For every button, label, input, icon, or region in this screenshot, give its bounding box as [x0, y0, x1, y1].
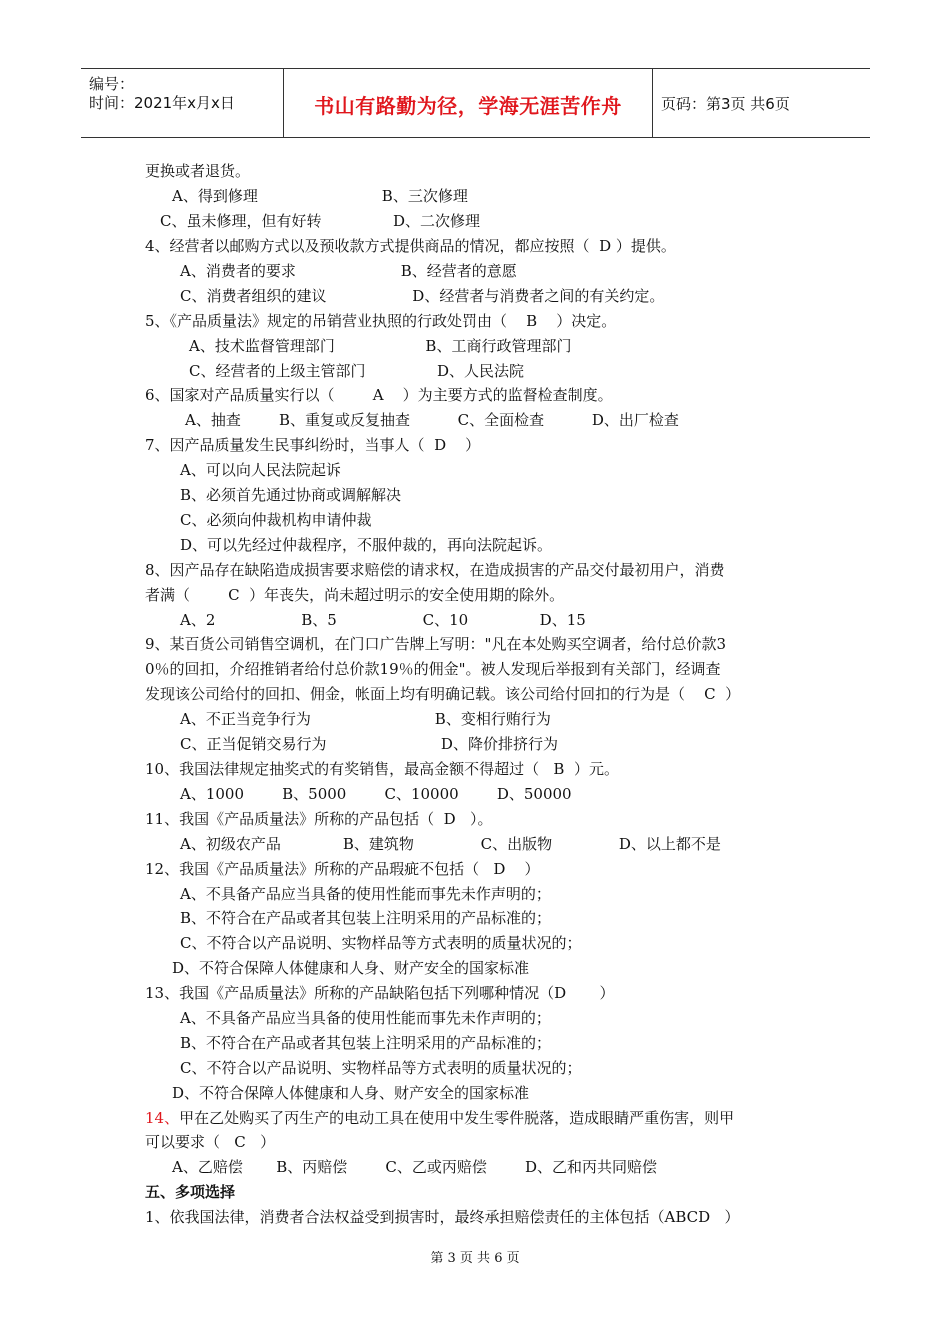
- question-10: 10、我国法律规定抽奖式的有奖销售，最高金额不得超过（ B ）元。: [145, 760, 619, 778]
- question-14-number: 14、: [145, 1109, 180, 1127]
- question-8: 8、因产品存在缺陷造成损害要求赔偿的请求权，在造成损害的产品交付最初用户，消费: [145, 561, 725, 579]
- option-line: A、不具备产品应当具备的使用性能而事先未作声明的；: [180, 1009, 551, 1027]
- option-line: A、初级农产品 B、建筑物 C、出版物 D、以上都不是: [180, 835, 721, 853]
- header-motto: 书山有路勤为径，学海无涯苦作舟: [314, 94, 622, 118]
- option-line: A、乙赔偿 B、丙赔偿 C、乙或丙赔偿 D、乙和丙共同赔偿: [172, 1158, 658, 1176]
- option-line: A、不正当竞争行为 B、变相行贿行为: [180, 710, 551, 728]
- question-9-cont: 发现该公司给付的回扣、佣金，帐面上均有明确记载。该公司给付回扣的行为是（ C ）: [145, 685, 741, 703]
- question-13: 13、我国《产品质量法》所称的产品缺陷包括下列哪种情况（D ）: [145, 984, 615, 1002]
- page-header: [81, 68, 870, 138]
- option-line: C、不符合以产品说明、实物样品等方式表明的质量状况的；: [180, 1059, 582, 1077]
- option-line: C、虽未修理，但有好转 D、二次修理: [160, 212, 481, 230]
- multi-question-1: 1、依我国法律，消费者合法权益受到损害时，最终承担赔偿责任的主体包括（ABCD ）: [145, 1208, 740, 1226]
- question-14: [145, 1108, 734, 1128]
- option-line: D、不符合保障人体健康和人身、财产安全的国家标准: [172, 1084, 530, 1102]
- option-line: D、不符合保障人体健康和人身、财产安全的国家标准: [172, 959, 530, 977]
- question-5: 5、《产品质量法》规定的吊销营业执照的行政处罚由（ B ）决定。: [145, 312, 617, 330]
- header-meta: [81, 69, 284, 137]
- option-line: C、消费者组织的建议 D、经营者与消费者之间的有关约定。: [180, 287, 665, 305]
- question-12: 12、我国《产品质量法》所称的产品瑕疵不包括（ D ）: [145, 860, 540, 878]
- question-14-cont: 可以要求（ C ）: [145, 1133, 276, 1151]
- question-9: 9、某百货公司销售空调机，在门口广告牌上写明："凡在本处购买空调者，给付总价款3: [145, 635, 726, 653]
- option-line: C、不符合以产品说明、实物样品等方式表明的质量状况的；: [180, 934, 582, 952]
- option-line: C、经营者的上级主管部门 D、人民法院: [189, 362, 525, 380]
- option-line: A、技术监督管理部门 B、工商行政管理部门: [189, 337, 572, 355]
- text-line: 更换或者退货。: [145, 162, 251, 180]
- page-info: 页码：第3页 共6页: [661, 95, 790, 113]
- option-line: A、1000 B、5000 C、10000 D、50000: [180, 785, 572, 803]
- option-line: A、消费者的要求 B、经营者的意愿: [180, 262, 517, 280]
- header-motto-cell: [284, 69, 653, 137]
- question-11: 11、我国《产品质量法》所称的产品包括（ D ）。: [145, 810, 493, 828]
- page-footer: 第 3 页 共 6 页: [430, 1251, 520, 1266]
- option-line: C、正当促销交易行为 D、降价排挤行为: [180, 735, 558, 753]
- question-9-cont: 0％的回扣，介绍推销者给付总价款19％的佣金"。被人发现后举报到有关部门，经调查: [145, 660, 721, 678]
- option-line: A、抽查 B、重复或反复抽查 C、全面检查 D、出厂检查: [185, 411, 679, 429]
- option-line: D、可以先经过仲裁程序，不服仲裁的，再向法院起诉。: [180, 536, 553, 554]
- option-line: C、必须向仲裁机构申请仲裁: [180, 511, 372, 529]
- option-line: B、不符合在产品或者其包装上注明采用的产品标准的；: [180, 909, 552, 927]
- option-line: B、不符合在产品或者其包装上注明采用的产品标准的；: [180, 1034, 552, 1052]
- option-line: A、可以向人民法院起诉: [180, 461, 341, 479]
- question-14-text: 甲在乙处购买了丙生产的电动工具在使用中发生零件脱落，造成眼睛严重伤害，则甲: [179, 1109, 735, 1127]
- option-line: A、2 B、5 C、10 D、15: [180, 611, 586, 629]
- option-line: A、得到修理 B、三次修理: [172, 187, 468, 205]
- question-7: 7、因产品质量发生民事纠纷时，当事人（ D ）: [145, 436, 481, 454]
- question-4: 4、经营者以邮购方式以及预收款方式提供商品的情况，都应按照（ D ）提供。: [145, 237, 676, 255]
- question-6: 6、国家对产品质量实行以（ A ）为主要方式的监督检查制度。: [145, 386, 613, 404]
- option-line: B、必须首先通过协商或调解解决: [180, 486, 402, 504]
- number-label: 编号：: [89, 75, 135, 93]
- question-8-cont: 者满（ C ）年丧失，尚未超过明示的安全使用期的除外。: [145, 586, 565, 604]
- option-line: A、不具备产品应当具备的使用性能而事先未作声明的；: [180, 885, 551, 903]
- section-heading: 五、多项选择: [145, 1183, 236, 1201]
- date-label: 时间：2021年x月x日: [89, 94, 235, 112]
